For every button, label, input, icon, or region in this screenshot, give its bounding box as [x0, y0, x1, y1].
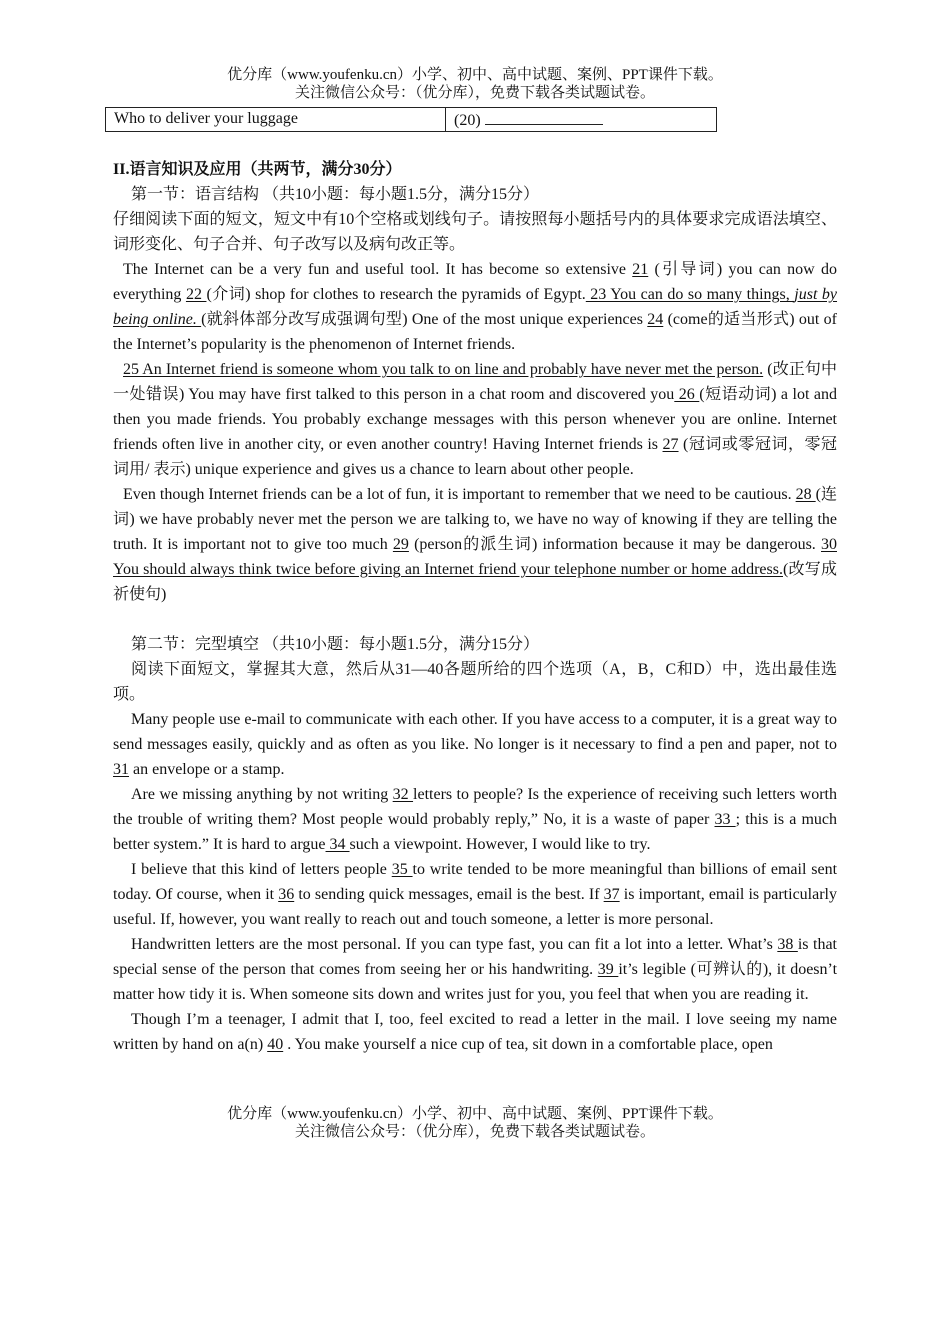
question-number: (20)	[454, 112, 481, 129]
section-title: II.语言知识及应用（共两节，满分30分）	[113, 161, 402, 178]
blank-37: 37	[603, 886, 620, 903]
sentence-25: 25 An Internet friend is someone whom you talk to on line and probably have never met the person.	[123, 361, 764, 378]
blank-39: 39	[597, 961, 619, 978]
header-line-2: 关注微信公众号：（优分库），免费下载各类试题试卷。	[294, 85, 655, 101]
sentence-30: 30 You should always think twice before giving an Internet friend your telephone number or home address.	[113, 536, 837, 578]
spacer	[113, 607, 837, 632]
cloze-paragraph-3: I believe that this kind of letters people 35 to write tended to be more meaningful than billions of email sent today. Of course, when it 36 to sending quick messages, email is the best. If 37 is important, email is particularly useful. If, however, you want really to reach out and touch someone, a letter is more personal.	[113, 861, 838, 928]
blank-35: 35	[391, 861, 413, 878]
blank-22: 22	[185, 286, 207, 303]
blank-27: 27	[662, 436, 679, 453]
blank-33: 33	[714, 811, 736, 828]
answer-blank	[485, 110, 603, 125]
header-line-1: 优分库（www.youfenku.cn）小学、初中、高中试题、案例、PPT课件下载。	[227, 67, 723, 83]
blank-21: 21	[632, 261, 649, 278]
table-cell-label: Who to deliver your luggage	[106, 108, 446, 131]
blank-36: 36	[278, 886, 295, 903]
page-header	[0, 66, 950, 102]
passage1-paragraph-1: The Internet can be a very fun and useful tool. It has become so extensive 21 (引导词) you can now do everything 22 (介词) shop for clothes to research the pyramids of Egypt. 23 You can do so many things, just by being online. (就斜体部分改写成强调句型) One of the most unique experiences 24 (come的适当形式) out of the Internet’s popularity is the phenomenon of Internet friends.	[113, 261, 838, 353]
footer-line-2: 关注微信公众号：（优分库），免费下载各类试题试卷。	[294, 1124, 655, 1140]
blank-38: 38	[777, 936, 798, 953]
page-footer	[0, 1105, 950, 1141]
passage1-paragraph-3: Even though Internet friends can be a lot of fun, it is important to remember that we need to be cautious. 28 (连词) we have probably never met the person we are talking to, we have no way of knowing if they are telling the truth. It is important not to give too much 29 (person的派生词) information because it may be dangerous. 30 You should always think twice before giving an Internet friend your telephone number or home address.(改写成祈使句)	[113, 486, 838, 603]
blank-26: 26	[674, 386, 700, 403]
blank-32: 32	[392, 786, 414, 803]
cloze-paragraph-5: Though I’m a teenager, I admit that I, too, feel excited to read a letter in the mail. I love seeing my name written by hand on a(n) 40 . You make yourself a nice cup of tea, sit down in a comfortable place, open	[113, 1011, 837, 1053]
exam-content	[113, 157, 837, 1057]
cloze-paragraph-1: Many people use e-mail to communicate with each other. If you have access to a computer, it is a great way to send messages easily, quickly and as often as you like. No longer is it necessary to find a pen and paper, not to 31 an envelope or a stamp.	[113, 711, 837, 778]
part1-instructions: 仔细阅读下面的短文，短文中有10个空格或划线句子。请按照每小题括号内的具体要求完成语法填空、词形变化、句子合并、句子改写以及病句改正等。	[113, 211, 837, 253]
part2-instructions: 阅读下面短文，掌握其大意，然后从31—40各题所给的四个选项（A，B，C和D）中，选出最佳选项。	[113, 661, 837, 703]
cloze-paragraph-2: Are we missing anything by not writing 32 letters to people? Is the experience of receiving such letters worth the trouble of writing them? Most people would probably reply,” No, it is a waste of paper 33 ; this is a much better system.” It is hard to argue 34 such a viewpoint. However, I would like to try.	[113, 786, 838, 853]
passage1-paragraph-2: 25 An Internet friend is someone whom you talk to on line and probably have never met the person. (改正句中一处错误) You may have first talked to this person in a chat room and discovered you 26 (短语动词) a lot and then you made friends. You probably exchange messages with this person whenever you are online. Internet friends often live in another city, or even another country! Having Internet friends is 27 (冠词或零冠词，零冠词用/ 表示) unique experience and gives us a chance to learn about other people.	[113, 361, 837, 478]
table-cell-answer	[446, 108, 716, 131]
blank-24: 24	[647, 311, 664, 328]
blank-31: 31	[113, 761, 129, 778]
blank-29: 29	[392, 536, 409, 553]
footer-line-1: 优分库（www.youfenku.cn）小学、初中、高中试题、案例、PPT课件下载。	[227, 1106, 723, 1122]
answer-table-row	[105, 107, 717, 132]
blank-34: 34	[325, 836, 350, 853]
blank-40: 40	[267, 1036, 284, 1053]
sentence-23: 23 You can do so many things,	[585, 286, 795, 303]
blank-28: 28	[795, 486, 816, 503]
cloze-paragraph-4: Handwritten letters are the most personal. If you can type fast, you can fit a lot into a letter. What’s 38 is that special sense of the person that comes from seeing her or his handwriting. 39 it’s legible (可辨认的), it doesn’t matter how tidy it is. When someone sits down and writes just for you, you feel that when you are reading it.	[113, 936, 838, 1003]
sentence-23-italic: just by being online.	[113, 286, 838, 328]
part2-title: 第二节：完型填空 （共10小题：每小题1.5分，满分15分）	[131, 636, 540, 653]
part1-title: 第一节：语言结构 （共10小题：每小题1.5分，满分15分）	[131, 186, 540, 203]
